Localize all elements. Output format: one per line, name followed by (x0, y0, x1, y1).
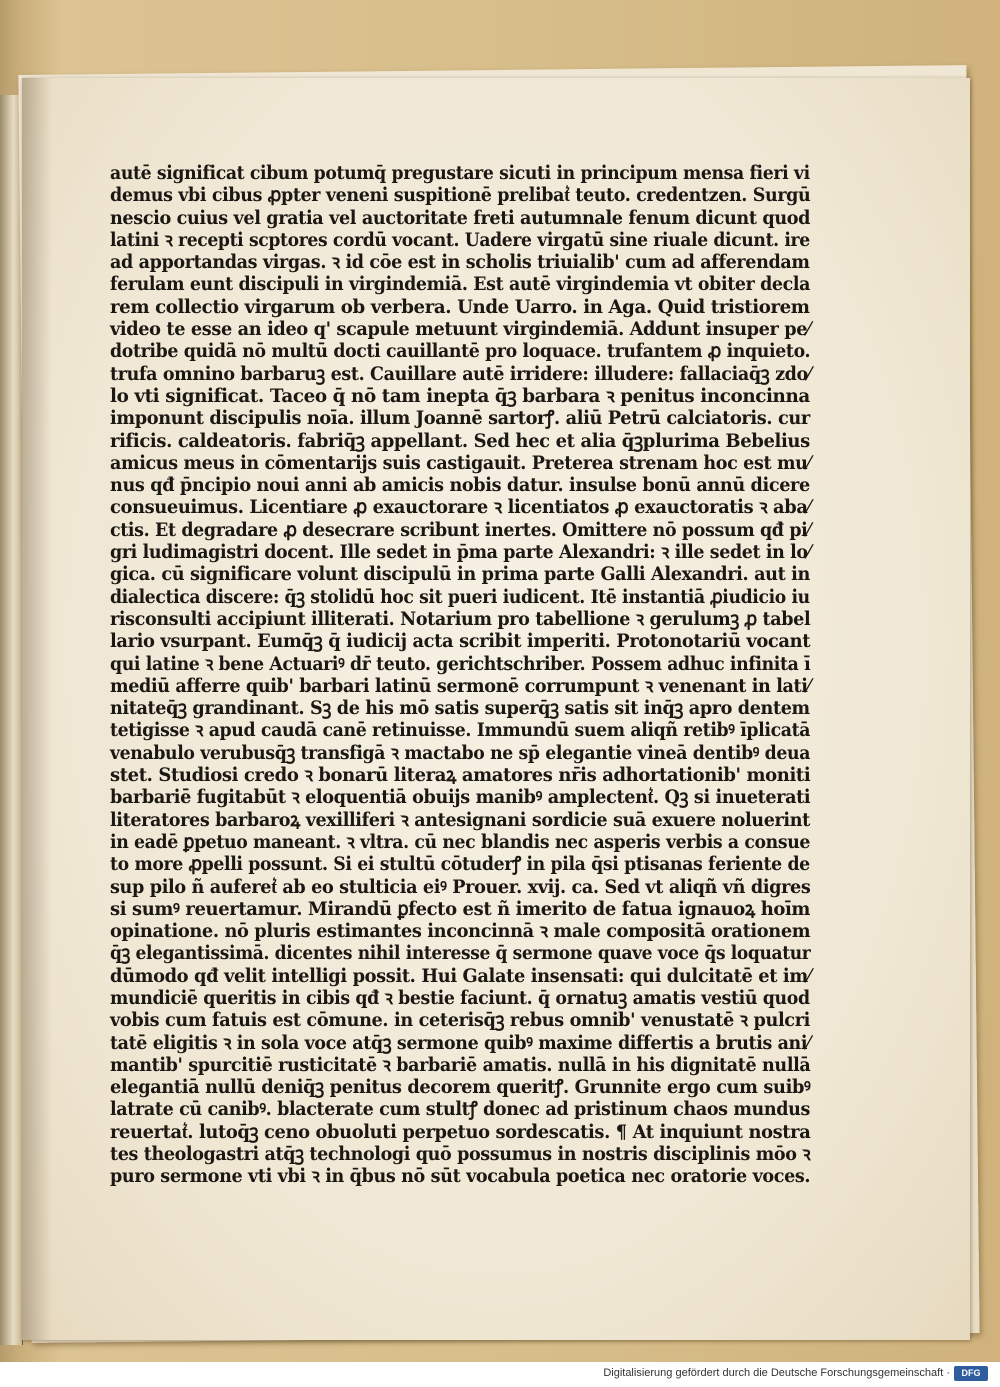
text-line: latini ꝛ recepti scptores cordū vocant. Uadere virgatū sine riuale dicunt. ire (110, 228, 810, 251)
dfg-logo: DFG (954, 1366, 988, 1381)
text-line: consueuimus. Licentiare ꝓ exauctorare ꝛ licentiatos ꝓ exauctoratis ꝛ aba⁄ (110, 496, 811, 519)
text-line: si sumꝰ reuertamur. Mirandū ꝑfecto est ñ imerito de fatua ignauoꝝ hoīm (110, 897, 811, 920)
previous-page-edge (0, 95, 23, 1345)
text-line: to more ꝓpelli possunt. Si ei stultū cōtuderꝭ in pila q̄si ptisanas feriente de (110, 853, 810, 876)
text-line: qui latine ꝛ bene Actuariꝰ dr̄ teuto. gerichtschriber. Possem adhuc infinita ī (110, 652, 811, 675)
text-line: q̄ꝫ elegantissimā. dicentes nihil interesse q̄ sermone quave voce q̄s loquatur (110, 942, 811, 965)
text-line: nitateq̄ꝫ grandinant. Sꝫ de his mō satis superq̄ꝫ satis sit inq̄ꝫ apro dentem (110, 697, 810, 720)
text-line: imponunt discipulis noīa. illum Joannē sartorꝭ. aliū Petrū calciatoris. cur (110, 407, 810, 430)
text-line: tetigisse ꝛ apud caudā canē retinuisse. Immundū suem aliqñ retibꝰ īplicatā (110, 719, 811, 742)
text-line: ad apportandas virgas. ꝛ id cōe est in scholis triuialib' cum ad afferendam (110, 251, 810, 274)
text-line: dialectica discere: q̄ꝫ stolidū hoc sit pueri iudicent. Itē instantiā ꝓiudicio iu (110, 585, 810, 608)
text-line: latrate cū canibꝰ. blacterate cum stultꝭ donec ad pristinum chaos mundus (110, 1098, 811, 1121)
text-line: nescio cuius vel gratia vel auctoritate freti autumnale fenum dicunt quod (110, 206, 811, 229)
text-line: mundiciē queritis in cibis qđ ꝛ bestie faciunt. q̄ ornatuꝫ amatis vestiū quod (110, 986, 810, 1009)
page-gutter-shadow (22, 78, 52, 1340)
funding-notice: Digitalisierung gefördert durch die Deutsche Forschungsgemeinschaft · (603, 1367, 950, 1379)
text-line: dotribe quidā nō multū docti cauillantē pro loquace. trufantem ꝓ inquieto. (110, 340, 811, 363)
text-line: ctis. Et degradare ꝓ desecrare scribunt inertes. Omittere nō possum qđ pi⁄ (110, 518, 810, 541)
text-line: barbariē fugitabūt ꝛ eloquentiā obuijs manibꝰ amplectent͛. Qꝫ si inueterati (110, 786, 811, 809)
text-line: amicus meus in cōmentarijs suis castigauit. Preterea strenam hoc est mu⁄ (110, 451, 811, 474)
text-line: tatē eligitis ꝛ in sola voce atq̄ꝫ sermone quibꝰ maxime differtis a brutis ani⁄ (110, 1031, 810, 1054)
book-page (22, 78, 970, 1340)
text-line: dūmodo qđ velit intelligi possit. Hui Galate insensati: qui dulcitatē et im⁄ (110, 964, 811, 987)
text-line: video te esse an ideo q' scapule metuunt virgindemiā. Addunt insuper pe⁄ (110, 318, 810, 341)
text-line: rem collectio virgarum ob verbera. Unde Uarro. in Aga. Quid tristiorem (110, 295, 810, 318)
text-line: lo vti significat. Taceo q̄ nō tam inepta q̄ꝫ barbara ꝛ penitus inconcinna (110, 384, 810, 407)
text-line: trufa omnino barbaruꝫ est. Cauillare autē irridere: illudere: fallaciaq̄ꝫ zdo⁄ (110, 362, 811, 385)
text-line: elegantiā nullū deniq̄ꝫ penitus decorem queritꝭ. Grunnite ergo cum suibꝰ (110, 1076, 811, 1099)
text-line: mediū afferre quib' barbari latinū sermonē corrumpunt ꝛ venenant in lati⁄ (110, 674, 811, 697)
text-line: literatores barbaroꝝ vexilliferi ꝛ antesignani sordicie suā exuere noluerint (110, 808, 810, 831)
text-line: tes theologastri atq̄ꝫ technologi quō possumus in nostris disciplinis mōo ꝛ (110, 1143, 811, 1166)
text-line: reuertat͛. lutoq̄ꝫ ceno obuoluti perpetuo sordescatis. ¶ At inquiunt nostra (110, 1120, 811, 1143)
text-line: sup pilo ñ auferet͛ ab eo stulticia eiꝰ Prouer. xvij. ca. Sed vt aliqñ vñ digres (110, 875, 811, 898)
text-line: venabulo verubusq̄ꝫ transfigā ꝛ mactabo ne sp̄ elegantie vineā dentibꝰ deua (110, 741, 811, 764)
text-line: rificis. caldeatoris. fabriq̄ꝫ appellant. Sed hec et alia q̄ꝫplurima Bebelius (110, 429, 810, 452)
text-line: opinatione. nō pluris estimantes inconcinnā ꝛ male compositā orationem (110, 920, 811, 943)
text-line: ferulam eunt discipuli in virgindemiā. Est autē virgindemia vt obiter decla (110, 273, 810, 296)
text-line: in eadē ꝑpetuo maneant. ꝛ vltra. cū nec blandis nec asperis verbis a consue (110, 830, 811, 853)
page-text-block (110, 162, 810, 1188)
text-line: gica. cū significare volunt discipulū in prima parte Galli Alexandri. aut in (110, 563, 810, 586)
text-line: lario vsurpant. Eumq̄ꝫ q̄ iudicij acta scribit imperiti. Protonotariū vocant (110, 630, 811, 653)
text-line: vobis cum fatuis est cōmune. in ceterisq̄ꝫ rebus omnib' venustatē ꝛ pulcri (110, 1009, 810, 1032)
text-line: demus vbi cibus ꝓpter veneni suspitionē prelibat͛ teuto. credentzen. Surgū (110, 184, 811, 207)
text-line: puro sermone vti vbi ꝛ in q̄bus nō sūt vocabula poetica nec oratorie voces. (110, 1165, 811, 1188)
text-line: gri ludimagistri docent. Ille sedet in p̄ma parte Alexandri: ꝛ ille sedet in lo⁄ (110, 541, 811, 564)
text-line: nus qđ p̄ncipio noui anni ab amicis nobis datur. insulse bonū annū dicere (110, 474, 810, 497)
text-line: risconsulti accipiunt illiterati. Notarium pro tabellione ꝛ gerulumꝫ ꝓ tabel (110, 607, 811, 630)
text-line: stet. Studiosi credo ꝛ bonarū literaꝝ amatores nr̄is adhortationib' moniti (110, 764, 811, 787)
text-line: mantib' spurcitiē rusticitatē ꝛ barbariē amatis. nullā in his dignitatē nullā (110, 1053, 811, 1076)
viewer-footer (0, 1362, 1000, 1387)
text-line: autē significat cibum potumq̄ pregustare sicuti in principum mensa fieri vi (110, 162, 810, 184)
